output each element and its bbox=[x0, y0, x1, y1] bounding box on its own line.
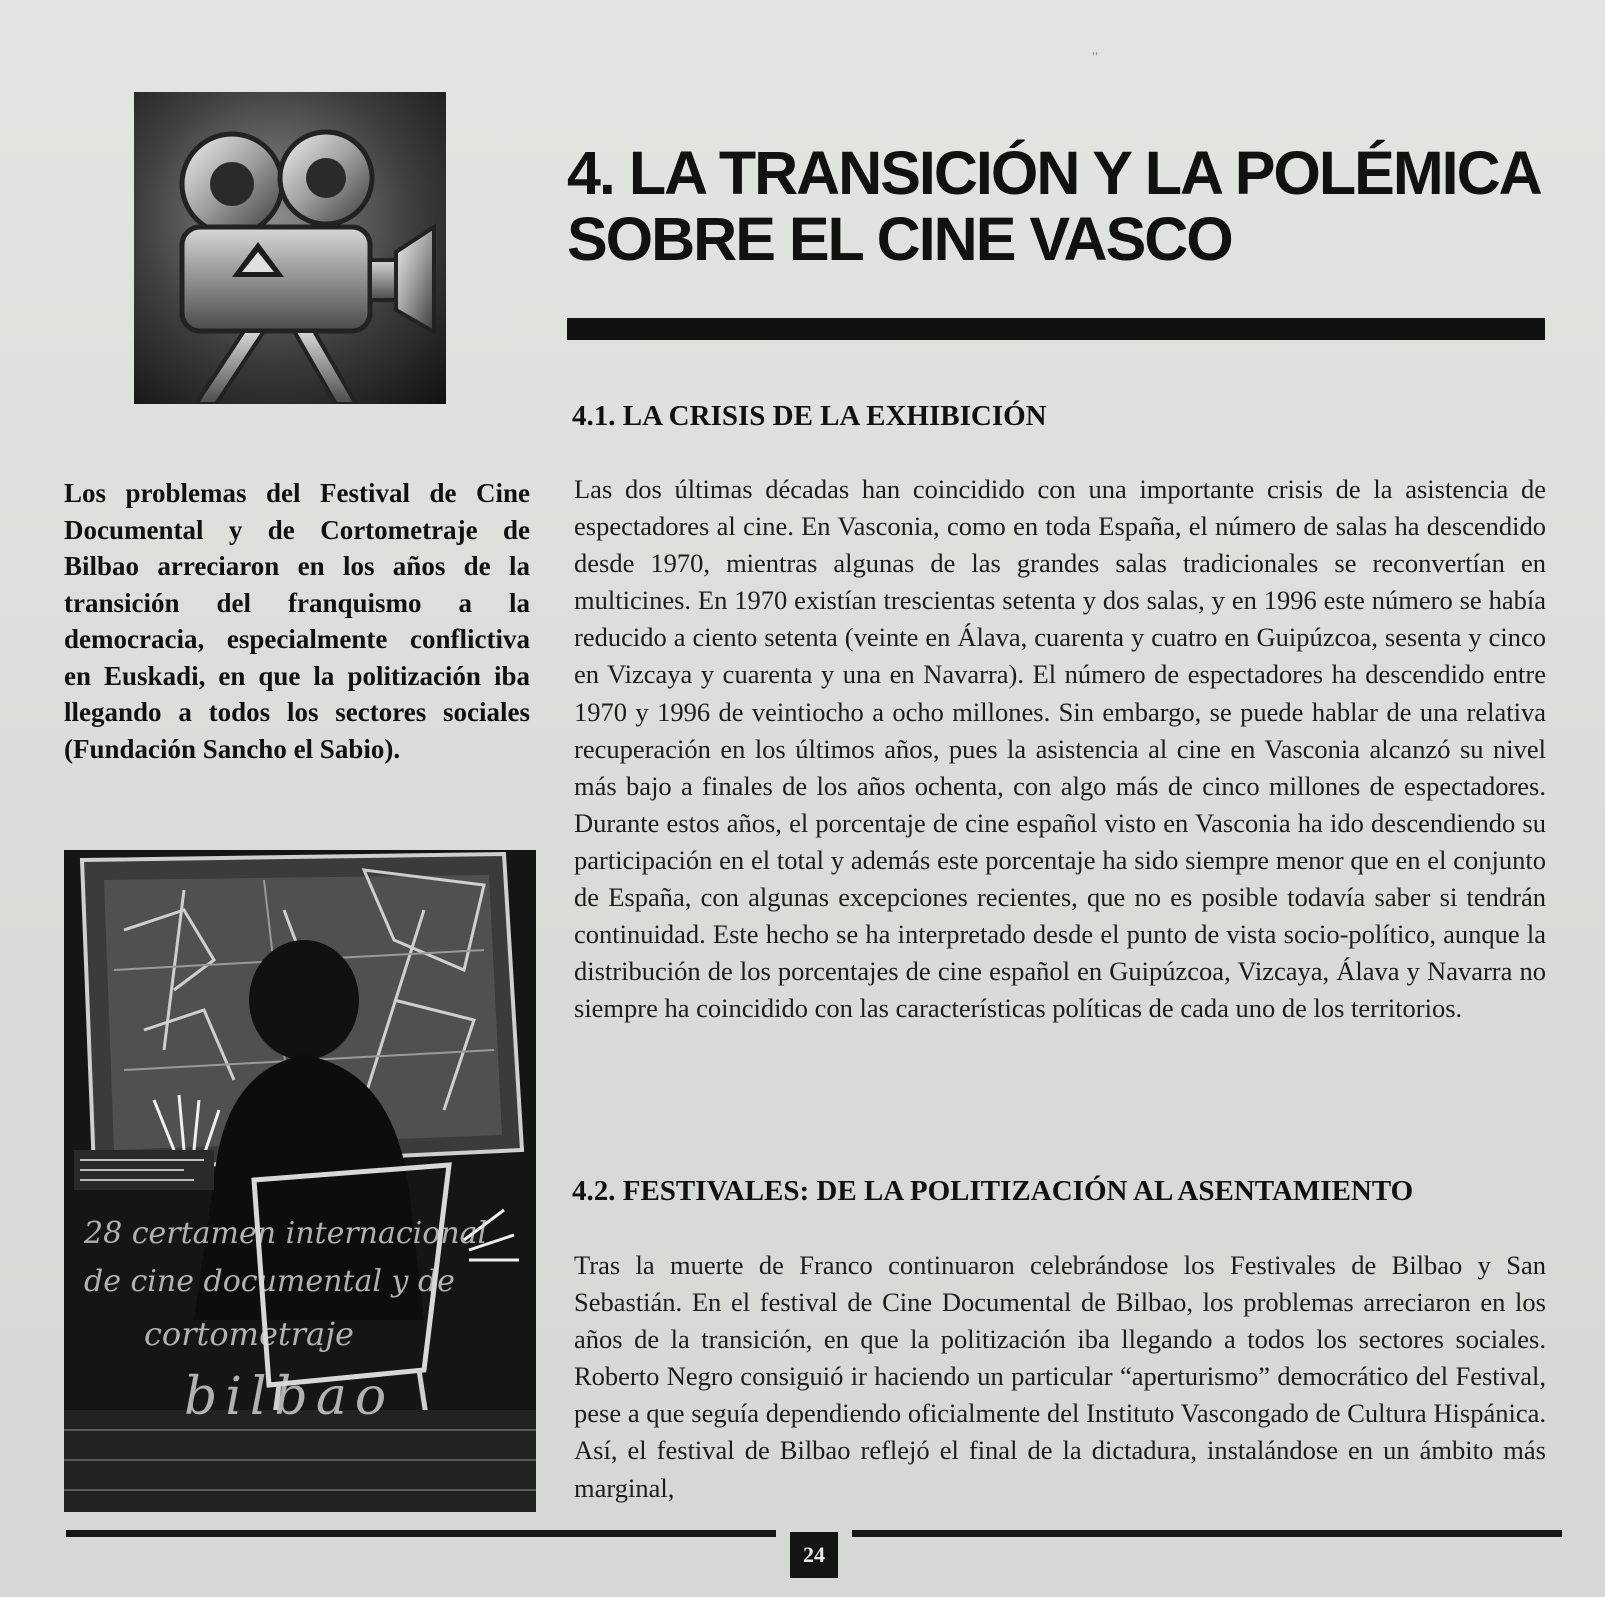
poster-handwriting-line-2: de cine documental y de bbox=[84, 1264, 455, 1299]
title-divider bbox=[567, 318, 1545, 340]
image-caption: Los problemas del Festival de Cine Documental y de Cortometraje de Bilbao arreciaron en los años de la transición del franquismo a la democracia, especialmente conflictiva en Euskadi, en que la politización iba llegando a todos los sectores sociales (Fundación Sancho el Sabio). bbox=[64, 478, 530, 764]
footer-rule-left bbox=[66, 1530, 776, 1537]
footer-rule-right bbox=[852, 1530, 1562, 1537]
chapter-title bbox=[567, 140, 1567, 272]
section-4-1-paragraph: Las dos últimas décadas han coincidido con una importante crisis de la asistencia de espectadores al cine. En Vasconia, como en toda España, el número de salas ha descendido desde 1970, mientras algunas de las grandes salas tradicionales se reconvertían en multicines. En 1970 existían trescientas setenta y dos salas, y en 1996 este número se había reducido a ciento setenta (veinte en Álava, cuarenta y cuatro en Guipúzcoa, sesenta y cinco en Vizcaya y cuarenta y una en Navarra). El número de espectadores ha descendido entre 1970 y 1996 de veintiocho a ocho millones. Sin embargo, se puede hablar de una relativa recuperación en los últimos años, pues la asistencia al cine en Vasconia alcanzó su nivel más bajo a finales de los años ochenta, con algo más de cinco millones de espectadores. Durante estos años, el porcentaje de cine español visto en Vasconia ha ido descendiendo su participación en el total y además este porcentaje ha sido siempre menor que en el conjunto de España, con algunas excepciones recientes, que no es posible todavía saber si tendrán continuidad. Este hecho se ha interpretado desde el punto de vista socio-político, aunque la distribución de los porcentajes de cine español en Guipúzcoa, Vizcaya, Álava y Navarra no siempre ha coincidido con las características políticas de cada uno de los territorios. bbox=[574, 474, 1546, 1024]
poster-handwriting-line-4: bilbao bbox=[184, 1367, 395, 1427]
poster-handwriting-line-3: cortometraje bbox=[144, 1315, 354, 1353]
chapter-title-line-1: 4. LA TRANSICIÓN Y LA POLÉMICA bbox=[567, 139, 1541, 207]
section-4-2-paragraph: Tras la muerte de Franco continuaron celebrándose los Festivales de Bilbao y San Sebastián. En el festival de Cine Documental de Bilbao, los problemas arreciaron en los años de la transición, en que la politización iba llegando a todos los sectores sociales. Roberto Negro consiguió ir haciendo un particular “aperturismo” democrático del Festival, pese a que seguía dependiendo oficialmente del Instituto Vascongado de Cultura Hispánica. Así, el festival de Bilbao reflejó el final de la dictadura, instalándose en un ámbito más marginal, bbox=[574, 1250, 1546, 1503]
section-heading-4-2: 4.2. FESTIVALES: DE LA POLITIZACIÓN AL ASENTAMIENTO bbox=[572, 1175, 1414, 1207]
poster-handwriting bbox=[84, 1210, 534, 1432]
page-number: 24 bbox=[790, 1532, 838, 1578]
festival-poster-image bbox=[64, 850, 536, 1512]
section-heading-4-1: 4.1. LA CRISIS DE LA EXHIBICIÓN bbox=[572, 400, 1047, 432]
stray-mark: '' bbox=[1092, 50, 1099, 67]
chapter-title-line-2: SOBRE EL CINE VASCO bbox=[567, 205, 1232, 273]
movie-camera-icon bbox=[134, 92, 446, 404]
poster-handwriting-line-1: 28 certamen internacional bbox=[84, 1216, 488, 1251]
